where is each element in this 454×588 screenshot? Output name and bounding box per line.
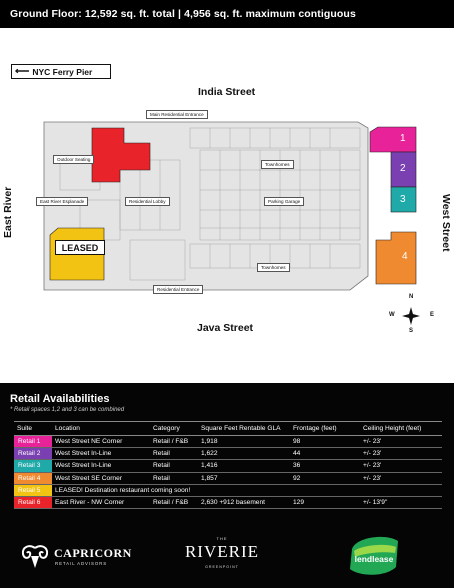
sqft-cell: 1,857 bbox=[198, 472, 290, 484]
table-row bbox=[14, 496, 442, 508]
unit-number-2: 2 bbox=[400, 163, 406, 174]
lendlease-logo bbox=[346, 531, 402, 579]
compass-s: S bbox=[409, 328, 414, 334]
col-suite: Suite bbox=[14, 422, 52, 436]
riverie-name: RIVERIE bbox=[184, 542, 260, 561]
table-row bbox=[14, 448, 442, 460]
label-east-river-esplanade: East River Esplanade bbox=[36, 197, 88, 206]
floor-plan bbox=[0, 100, 454, 330]
sqft-cell: 1,622 bbox=[198, 448, 290, 460]
unit-number-1: 1 bbox=[400, 133, 406, 144]
label-parking-garage: Parking Garage bbox=[264, 197, 304, 206]
ceiling-cell: +/- 13'9" bbox=[360, 496, 442, 508]
page-header bbox=[0, 0, 454, 28]
label-townhomes-north: Townhomes bbox=[261, 160, 294, 169]
frontage-cell: 129 bbox=[290, 496, 360, 508]
street-label-north: India Street bbox=[198, 86, 256, 98]
lendlease-mark-icon bbox=[346, 531, 402, 579]
ram-icon bbox=[20, 542, 50, 572]
suite-cell: Retail 4 bbox=[14, 472, 52, 484]
category-cell: Retail bbox=[150, 472, 198, 484]
table-row bbox=[14, 436, 442, 448]
ferry-pier-label: NYC Ferry Pier bbox=[32, 66, 93, 77]
label-residential-entrance: Residential Entrance bbox=[153, 285, 203, 294]
availability-note: * Retail spaces 1,2 and 3 can be combined bbox=[10, 407, 125, 413]
frontage-cell: 44 bbox=[290, 448, 360, 460]
location-cell: East River - NW Corner bbox=[52, 496, 150, 508]
suite-cell: Retail 6 bbox=[14, 496, 52, 508]
street-label-west: East River bbox=[2, 186, 14, 238]
capricorn-subtitle: RETAIL ADVISORS bbox=[55, 561, 108, 566]
col-frontage: Frontage (feet) bbox=[290, 422, 360, 436]
ferry-pier-link[interactable] bbox=[11, 64, 111, 79]
lendlease-text: lendlease bbox=[354, 554, 394, 564]
location-cell: LEASED! Destination restaurant coming soon! bbox=[52, 484, 442, 496]
location-cell: West Street NE Corner bbox=[52, 436, 150, 448]
col-location: Location bbox=[52, 422, 150, 436]
table-header-row bbox=[14, 422, 442, 436]
unit-number-3: 3 bbox=[400, 194, 406, 205]
compass-w: W bbox=[389, 312, 395, 318]
compass-e: E bbox=[430, 312, 435, 318]
frontage-cell: 98 bbox=[290, 436, 360, 448]
location-cell: West Street SE Corner bbox=[52, 472, 150, 484]
riverie-logo bbox=[182, 536, 262, 580]
compass-labels bbox=[388, 294, 435, 340]
label-townhomes-south: Townhomes bbox=[257, 263, 290, 272]
availability-title: Retail Availabilities bbox=[10, 393, 110, 405]
riverie-the: THE bbox=[216, 536, 228, 541]
suite-cell: Retail 5 bbox=[14, 484, 52, 496]
frontage-cell: 92 bbox=[290, 472, 360, 484]
suite-cell: Retail 2 bbox=[14, 448, 52, 460]
arrow-left-icon: ⟵ bbox=[15, 65, 30, 77]
table-row bbox=[14, 460, 442, 472]
table-row bbox=[14, 484, 442, 496]
table-row bbox=[14, 472, 442, 484]
ceiling-cell: +/- 23' bbox=[360, 472, 442, 484]
capricorn-logo bbox=[20, 542, 132, 576]
sqft-cell: 1,918 bbox=[198, 436, 290, 448]
col-sqft: Square Feet Rentable GLA bbox=[198, 422, 290, 436]
location-cell: West Street In-Line bbox=[52, 448, 150, 460]
category-cell: Retail / F&B bbox=[150, 496, 198, 508]
capricorn-name: CAPRICORN bbox=[54, 546, 132, 560]
col-category: Category bbox=[150, 422, 198, 436]
label-main-residential-entrance: Main Residential Entrance bbox=[146, 110, 208, 119]
riverie-subtitle: GREENPOINT bbox=[205, 565, 239, 569]
category-cell: Retail / F&B bbox=[150, 436, 198, 448]
ceiling-cell: +/- 23' bbox=[360, 460, 442, 472]
ceiling-cell: +/- 23' bbox=[360, 436, 442, 448]
label-outdoor-seating: Outdoor Seating bbox=[53, 155, 94, 164]
page-title: Ground Floor: 12,592 sq. ft. total | 4,956 sq. ft. maximum contiguous bbox=[10, 8, 356, 20]
col-ceiling: Ceiling Height (feet) bbox=[360, 422, 442, 436]
category-cell: Retail bbox=[150, 448, 198, 460]
frontage-cell: 36 bbox=[290, 460, 360, 472]
location-cell: West Street In-Line bbox=[52, 460, 150, 472]
compass-n: N bbox=[409, 294, 414, 300]
unit-number-4: 4 bbox=[402, 251, 408, 262]
category-cell: Retail bbox=[150, 460, 198, 472]
sqft-cell: 2,630 +912 basement bbox=[198, 496, 290, 508]
street-label-east: West Street bbox=[440, 194, 452, 252]
ceiling-cell: +/- 23' bbox=[360, 448, 442, 460]
suite-cell: Retail 1 bbox=[14, 436, 52, 448]
availability-panel bbox=[0, 383, 454, 588]
street-label-south: Java Street bbox=[197, 322, 254, 334]
retail-4-space bbox=[376, 232, 416, 284]
availability-table bbox=[14, 421, 442, 509]
suite-cell: Retail 3 bbox=[14, 460, 52, 472]
label-residential-lobby: Residential Lobby bbox=[125, 197, 170, 206]
retail-1-space bbox=[370, 127, 416, 152]
leased-label: LEASED bbox=[55, 240, 105, 255]
sqft-cell: 1,416 bbox=[198, 460, 290, 472]
